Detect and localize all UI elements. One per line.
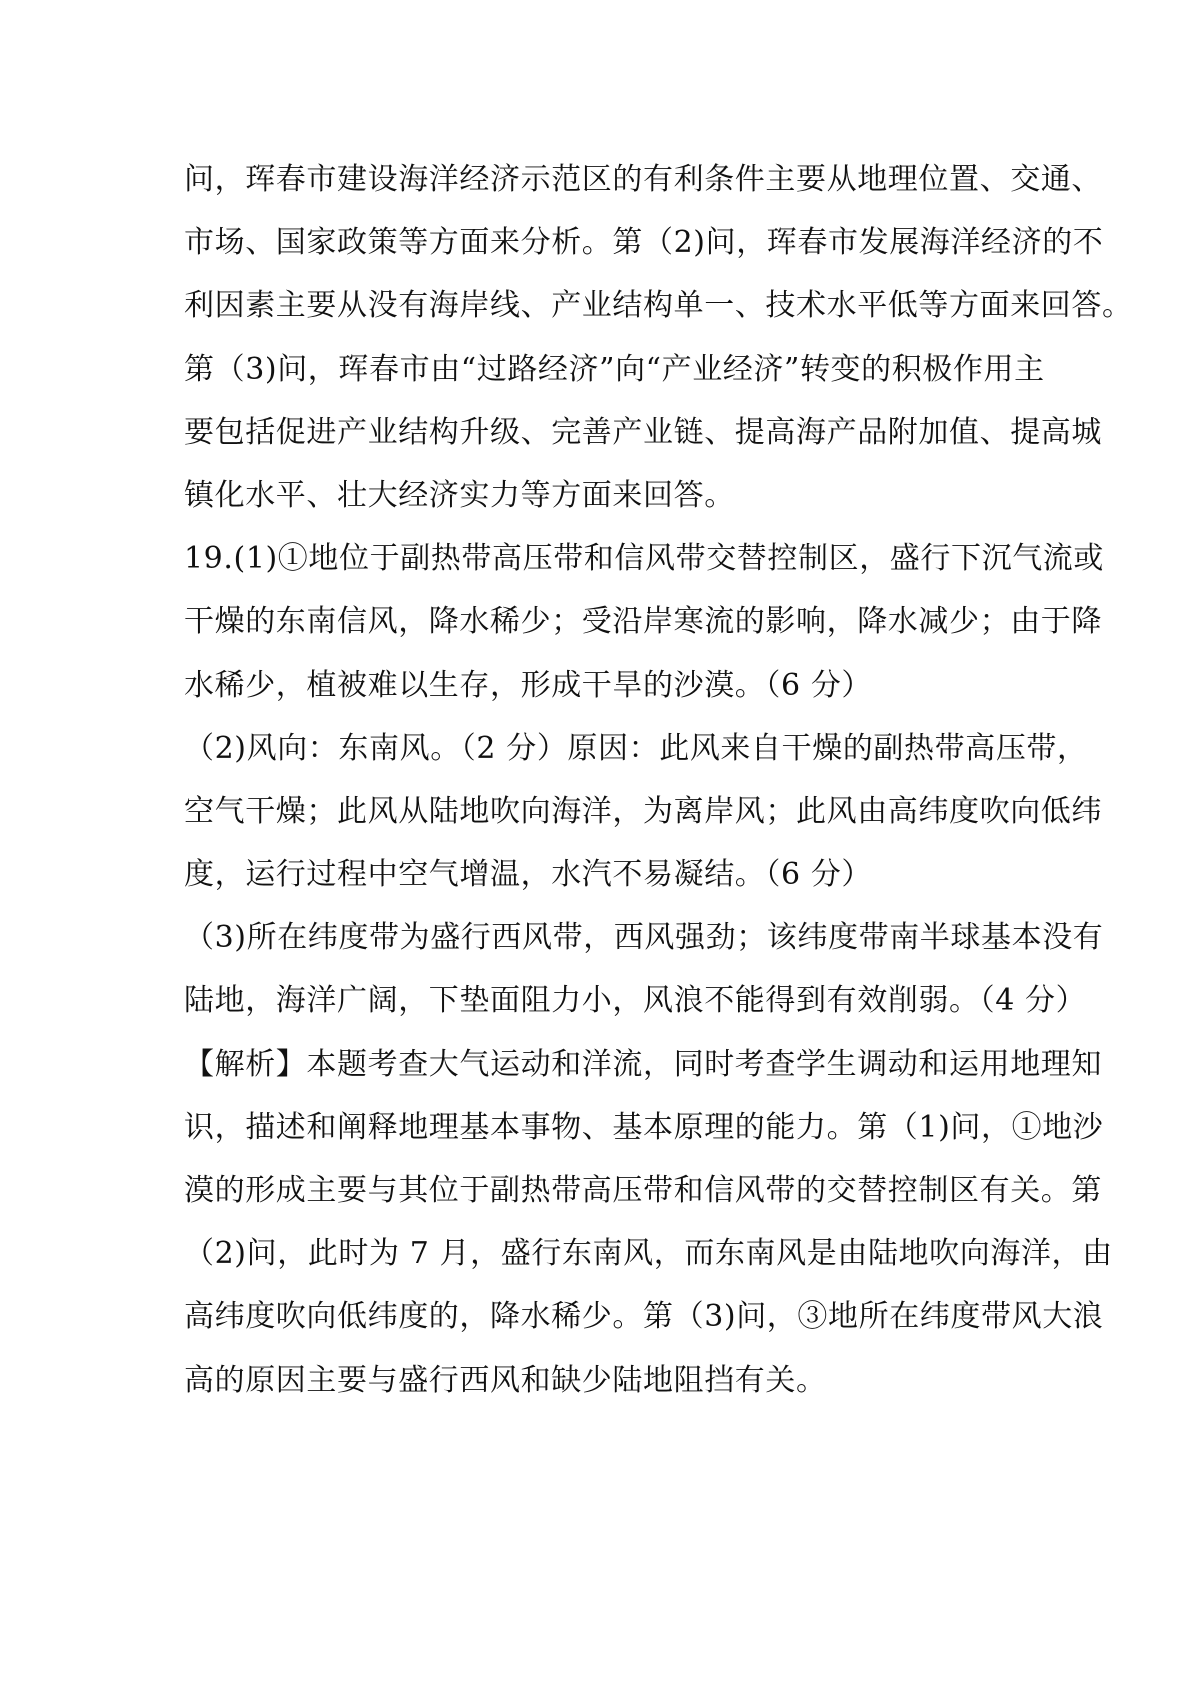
text-line: 识，描述和阐释地理基本事物、基本原理的能力。第（1)问，①地沙 xyxy=(184,1109,1104,1145)
text-line: 漠的形成主要与其位于副热带高压带和信风带的交替控制区有关。第 xyxy=(184,1173,1102,1208)
text-line: 问，珲春市建设海洋经济示范区的有利条件主要从地理位置、交通、 xyxy=(184,162,1102,197)
text-line: 高的原因主要与盛行西风和缺少陆地阻挡有关。 xyxy=(184,1362,827,1398)
answer-text-block xyxy=(184,148,1133,1412)
text-line: 利因素主要从没有海岸线、产业结构单一、技术水平低等方面来回答。 xyxy=(184,288,1133,324)
question-19-part-2-line: （2)风向：东南风。（2 分）原因：此风来自干燥的副热带高压带， xyxy=(184,730,1088,766)
text-line: 陆地，海洋广阔，下垫面阻力小，风浪不能得到有效削弱。（4 分） xyxy=(184,983,1087,1019)
text-line: 要包括促进产业结构升级、完善产业链、提高海产品附加值、提高城 xyxy=(184,414,1102,450)
text-line: 第（3)问，珲春市由“过路经济”向“产业经济”转变的积极作用主 xyxy=(184,351,1045,387)
text-line: （2)问，此时为 7 月，盛行东南风，而东南风是由陆地吹向海洋，由 xyxy=(184,1236,1113,1272)
text-line: 市场、国家政策等方面来分析。第（2)问，珲春市发展海洋经济的不 xyxy=(184,225,1104,261)
text-line: 度，运行过程中空气增温，水汽不易凝结。（6 分） xyxy=(184,857,873,893)
analysis-heading-line: 【解析】本题考查大气运动和洋流，同时考查学生调动和运用地理知 xyxy=(184,1046,1102,1082)
text-line: 空气干燥；此风从陆地吹向海洋，为离岸风；此风由高纬度吹向低纬 xyxy=(184,793,1102,829)
question-19-part-3-line: （3)所在纬度带为盛行西风带，西风强劲；该纬度带南半球基本没有 xyxy=(184,920,1104,956)
text-line: 干燥的东南信风，降水稀少；受沿岸寒流的影响，降水减少；由于降 xyxy=(184,604,1102,640)
text-line: 镇化水平、壮大经济实力等方面来回答。 xyxy=(184,477,735,513)
question-19-part-1-line: 19.(1)①地位于副热带高压带和信风带交替控制区，盛行下沉气流或 xyxy=(184,541,1105,577)
text-line: 高纬度吹向低纬度的，降水稀少。第（3)问，③地所在纬度带风大浪 xyxy=(184,1299,1104,1335)
text-line: 水稀少，植被难以生存，形成干旱的沙漠。（6 分） xyxy=(184,667,873,703)
